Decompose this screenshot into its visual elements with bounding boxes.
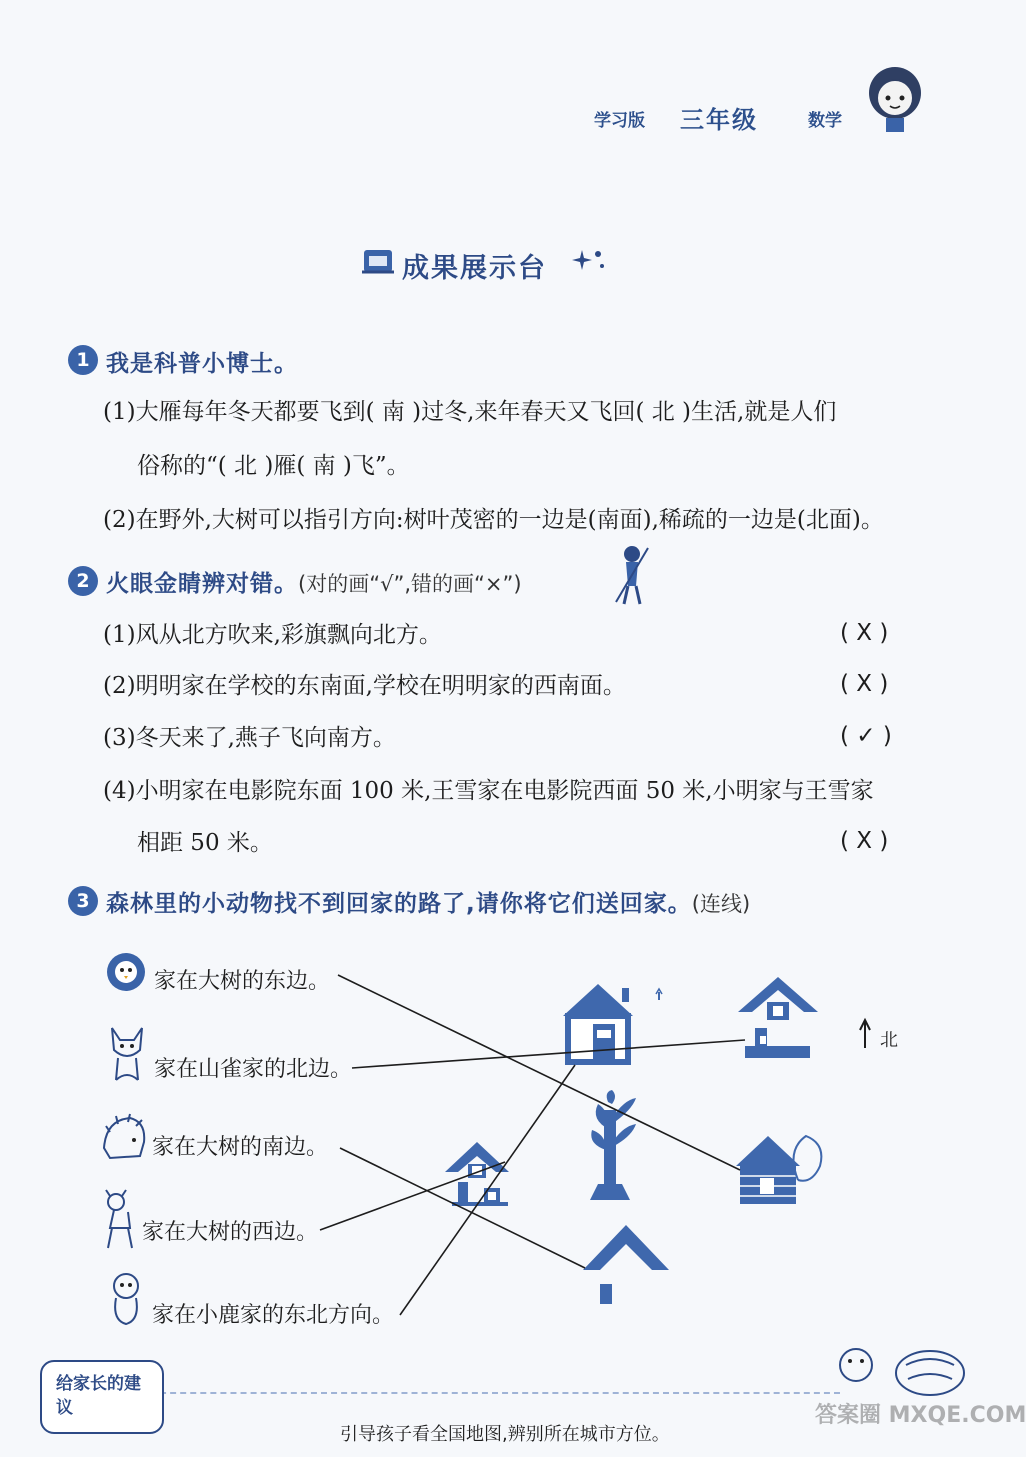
- footer-divider: [150, 1392, 840, 1394]
- q1-line-2: 俗称的“( 北 )雁( 南 )飞”。: [137, 453, 410, 479]
- question-number-2: 2: [68, 566, 98, 596]
- subject-label: 数学: [808, 111, 842, 131]
- q1-line-3: (2)在野外,大树可以指引方向:树叶茂密的一边是(南面),稀疏的一边是(北面)。: [103, 507, 884, 533]
- house-northeast-icon: [738, 977, 818, 1058]
- q2-item-4: (4)小明家在电影院东面 100 米,王雪家在电影院西面 50 米,小明家与王雪家: [103, 778, 874, 804]
- q2-item-3: (3)冬天来了,燕子飞向南方。: [103, 725, 396, 751]
- q2-item-1: (1)风从北方吹来,彩旗飘向北方。: [103, 622, 442, 648]
- q2-item-4-cont: 相距 50 米。: [137, 830, 273, 856]
- tree-icon: [590, 1090, 636, 1200]
- question-number-1: 1: [68, 345, 98, 375]
- corner-animals-icon: [820, 1335, 970, 1405]
- edition-label: 学习版: [594, 111, 645, 131]
- connection-lines: [320, 975, 745, 1315]
- q2-note: (对的画“√”,错的画“×”): [298, 572, 522, 596]
- q1-title: 我是科普小博士。: [106, 351, 298, 377]
- q2-answer-2: ( X ): [840, 671, 889, 697]
- house-east-icon: [736, 1136, 821, 1204]
- parent-advice-text: 引导孩子看全国地图,辨别所在城市方位。: [340, 1424, 670, 1445]
- q1-line-1: (1)大雁每年冬天都要飞到( 南 )过冬,来年春天又飞回( 北 )生活,就是人们: [103, 399, 837, 425]
- watermark: 答案圈 MXQE.COM: [815, 1403, 1026, 1428]
- q2-answer-1: ( X ): [840, 620, 889, 646]
- q3-title-text: 森林里的小动物找不到回家的路了,请你将它们送回家。: [106, 891, 692, 917]
- section-title: 成果展示台: [402, 253, 547, 284]
- q2-answer-4: ( X ): [840, 828, 889, 854]
- q2-title-text: 火眼金睛辨对错。: [106, 571, 298, 597]
- q2-item-2: (2)明明家在学校的东南面,学校在明明家的西南面。: [103, 673, 626, 699]
- parent-advice-badge: [40, 1360, 164, 1434]
- q3-note: (连线): [691, 892, 751, 916]
- animal-text-3: 家在大树的南边。: [152, 1135, 329, 1160]
- north-arrow-icon: [860, 1020, 870, 1048]
- north-label: 北: [880, 1030, 898, 1051]
- question-number-3: 3: [68, 886, 98, 916]
- grade-label: 三年级: [680, 106, 758, 134]
- animal-text-1: 家在大树的东边。: [154, 969, 331, 994]
- animal-text-5: 家在小鹿家的东北方向。: [152, 1303, 395, 1328]
- house-south-icon: [583, 1225, 669, 1304]
- q2-answer-3: ( ✓ ): [840, 723, 892, 749]
- animal-text-2: 家在山雀家的北边。: [154, 1057, 353, 1082]
- animal-text-4: 家在大树的西边。: [142, 1220, 319, 1245]
- parent-advice-badge-text: 给家长的建议: [56, 1374, 141, 1418]
